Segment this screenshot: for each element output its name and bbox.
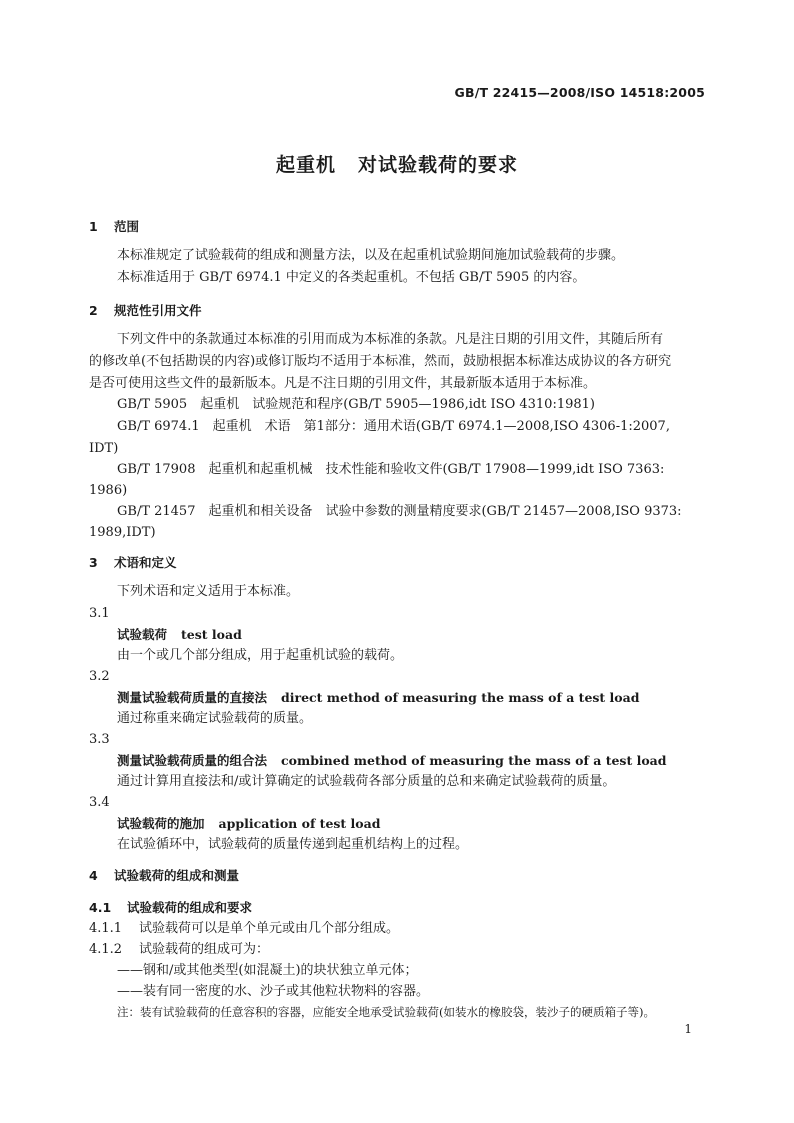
reference-item: GB/T 21457 起重机和相关设备 试验中参数的测量精度要求(GB/T 21457—2008,ISO 9373: (117, 504, 682, 519)
reference-item: GB/T 6974.1 起重机 术语 第1部分：通用术语(GB/T 6974.1—2008,ISO 4306-1:2007, (117, 419, 670, 434)
clause-text: 试验载荷可以是单个单元或由几个部分组成。 (139, 921, 400, 936)
term-zh: 测量试验载荷质量的组合法 (117, 753, 268, 768)
page-number: 1 (684, 1022, 692, 1036)
term-number: 3.4 (89, 795, 110, 810)
section-title: 术语和定义 (114, 555, 177, 570)
page-title (0, 150, 794, 177)
reference-item-continuation: 1989,IDT) (89, 525, 156, 540)
section-2-heading (89, 301, 202, 321)
term-number: 3.2 (89, 669, 110, 684)
term-heading (117, 751, 667, 771)
term-zh: 试验载荷的施加 (117, 816, 205, 831)
title-part-1: 起重机 (275, 154, 336, 176)
reference-item: GB/T 17908 起重机和起重机械 技术性能和验收文件(GB/T 17908—1999,idt ISO 7363: (117, 462, 665, 477)
term-definition: 在试验循环中，试验载荷的质量传递到起重机结构上的过程。 (117, 837, 469, 852)
note: 注：装有试验载荷的任意容积的容器，应能安全地承受试验载荷(如装水的橡胶袋，装沙子的硬质箱子等)。 (117, 1005, 655, 1019)
terms-intro: 下列术语和定义适用于本标准。 (117, 584, 300, 599)
term-zh: 测量试验载荷质量的直接法 (117, 690, 268, 705)
references-paragraph-line-1: 下列文件中的条款通过本标准的引用而成为本标准的条款。凡是注日期的引用文件，其随后所有 (117, 332, 664, 347)
subsection-title: 试验载荷的组成和要求 (127, 900, 253, 915)
scope-paragraph-2: 本标准适用于 GB/T 6974.1 中定义的各类起重机。不包括 GB/T 5905 的内容。 (117, 270, 586, 285)
term-en: application of test load (218, 816, 381, 831)
subsection-number: 4.1 (89, 900, 112, 915)
clause-number: 4.1.1 (89, 921, 123, 936)
list-item: ——钢和/或其他类型(如混凝土)的块状独立单元体； (117, 963, 418, 978)
term-number: 3.3 (89, 732, 110, 747)
subsection-4-1-heading (89, 898, 252, 918)
list-item: ——装有同一密度的水、沙子或其他粒状物料的容器。 (117, 984, 430, 999)
section-number: 2 (89, 303, 98, 318)
term-heading (117, 688, 640, 708)
term-number: 3.1 (89, 606, 110, 621)
term-definition: 由一个或几个部分组成，用于起重机试验的载荷。 (117, 648, 404, 663)
section-title: 范围 (114, 219, 140, 234)
section-number: 1 (89, 219, 98, 234)
term-zh: 试验载荷 (117, 627, 168, 642)
section-number: 3 (89, 555, 98, 570)
section-number: 4 (89, 868, 98, 883)
reference-item: GB/T 5905 起重机 试验规范和程序(GB/T 5905—1986,idt ISO 4310:1981) (117, 397, 595, 412)
section-3-heading (89, 553, 177, 573)
section-1-heading (89, 217, 139, 237)
reference-item-continuation: IDT) (89, 441, 119, 456)
section-4-heading (89, 866, 239, 886)
section-title: 规范性引用文件 (114, 303, 202, 318)
term-definition: 通过计算用直接法和/或计算确定的试验载荷各部分质量的总和来确定试验载荷的质量。 (117, 774, 616, 789)
term-en: test load (181, 627, 242, 642)
title-part-2: 对试验载荷的要求 (358, 154, 519, 176)
reference-item-continuation: 1986) (89, 483, 128, 498)
term-definition: 通过称重来确定试验载荷的质量。 (117, 711, 313, 726)
term-en: combined method of measuring the mass of a test load (281, 753, 667, 768)
clause-4-1-2 (89, 940, 269, 960)
standard-code-header: GB/T 22415—2008/ISO 14518:2005 (454, 85, 705, 100)
scope-paragraph-1: 本标准规定了试验载荷的组成和测量方法，以及在起重机试验期间施加试验载荷的步骤。 (117, 248, 625, 263)
clause-number: 4.1.2 (89, 942, 123, 957)
clause-4-1-1 (89, 919, 399, 939)
term-heading (117, 814, 381, 834)
references-paragraph-line-3: 是否可使用这些文件的最新版本。凡是不注日期的引用文件，其最新版本适用于本标准。 (89, 376, 597, 391)
references-paragraph-line-2: 的修改单(不包括勘误的内容)或修订版均不适用于本标准，然而，鼓励根据本标准达成协议的各方研究 (89, 354, 672, 369)
section-title: 试验载荷的组成和测量 (114, 868, 240, 883)
term-heading (117, 625, 242, 645)
term-en: direct method of measuring the mass of a test load (281, 690, 640, 705)
clause-text: 试验载荷的组成可为： (139, 942, 270, 957)
